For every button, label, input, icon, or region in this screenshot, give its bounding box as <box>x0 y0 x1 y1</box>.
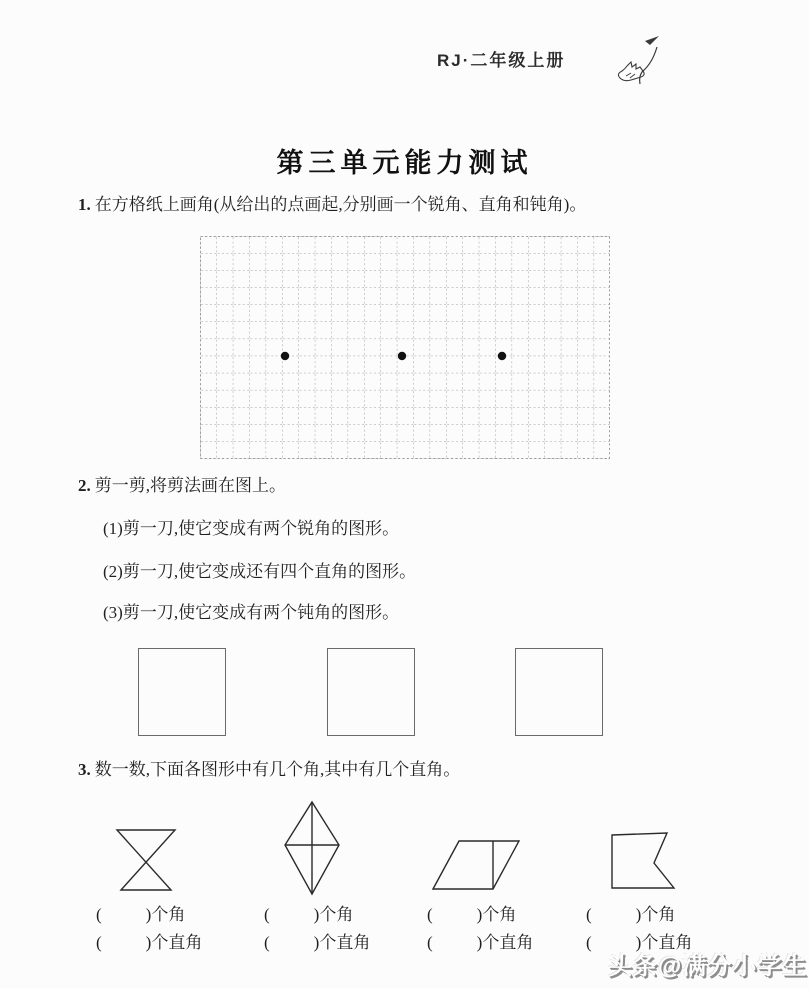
grid-dot-3 <box>498 352 506 360</box>
question-2-item-2: (2)剪一刀,使它变成还有四个直角的图形。 <box>103 562 417 581</box>
answer-angle-2: ( )个角 <box>264 905 354 924</box>
question-2-text: 剪一剪,将剪法画在图上。 <box>94 476 286 495</box>
grid-paper <box>200 236 610 459</box>
answer-angle-1: ( )个角 <box>96 905 186 924</box>
hand-sketch-icon <box>612 34 662 90</box>
cut-square-1 <box>138 648 226 736</box>
question-1 <box>78 193 586 216</box>
question-3-number: 3. <box>78 760 91 779</box>
question-1-number: 1. <box>78 195 91 214</box>
shape-notched-flag <box>609 830 677 890</box>
question-2-item-3: (3)剪一刀,使它变成有两个钝角的图形。 <box>103 603 400 622</box>
watermark: 头条@满分小学生 <box>608 953 808 980</box>
question-2-number: 2. <box>78 476 91 495</box>
answer-right-angle-4: ( )个直角 <box>586 933 693 952</box>
page-title: 第三单元能力测试 <box>276 148 533 178</box>
question-3 <box>78 758 460 781</box>
grid-dot-2 <box>398 352 406 360</box>
answer-angle-3: ( )个角 <box>427 905 517 924</box>
answer-right-angle-1: ( )个直角 <box>96 933 203 952</box>
answer-right-angle-3: ( )个直角 <box>427 933 534 952</box>
grid-dot-1 <box>281 352 289 360</box>
question-2-item-1: (1)剪一刀,使它变成有两个锐角的图形。 <box>103 519 400 538</box>
cut-square-2 <box>327 648 415 736</box>
answer-right-angle-2: ( )个直角 <box>264 933 371 952</box>
answer-angle-4: ( )个角 <box>586 905 676 924</box>
shape-hourglass <box>114 827 178 893</box>
question-3-text: 数一数,下面各图形中有几个角,其中有几个直角。 <box>94 760 461 779</box>
edition-label: RJ·二年级上册 <box>437 51 566 70</box>
question-1-text: 在方格纸上画角(从给出的点画起,分别画一个锐角、直角和钝角)。 <box>94 195 587 214</box>
question-2 <box>78 474 286 497</box>
shape-kite-with-diagonals <box>282 800 342 896</box>
shape-parallelogram-with-segment <box>430 838 522 892</box>
cut-square-3 <box>515 648 603 736</box>
